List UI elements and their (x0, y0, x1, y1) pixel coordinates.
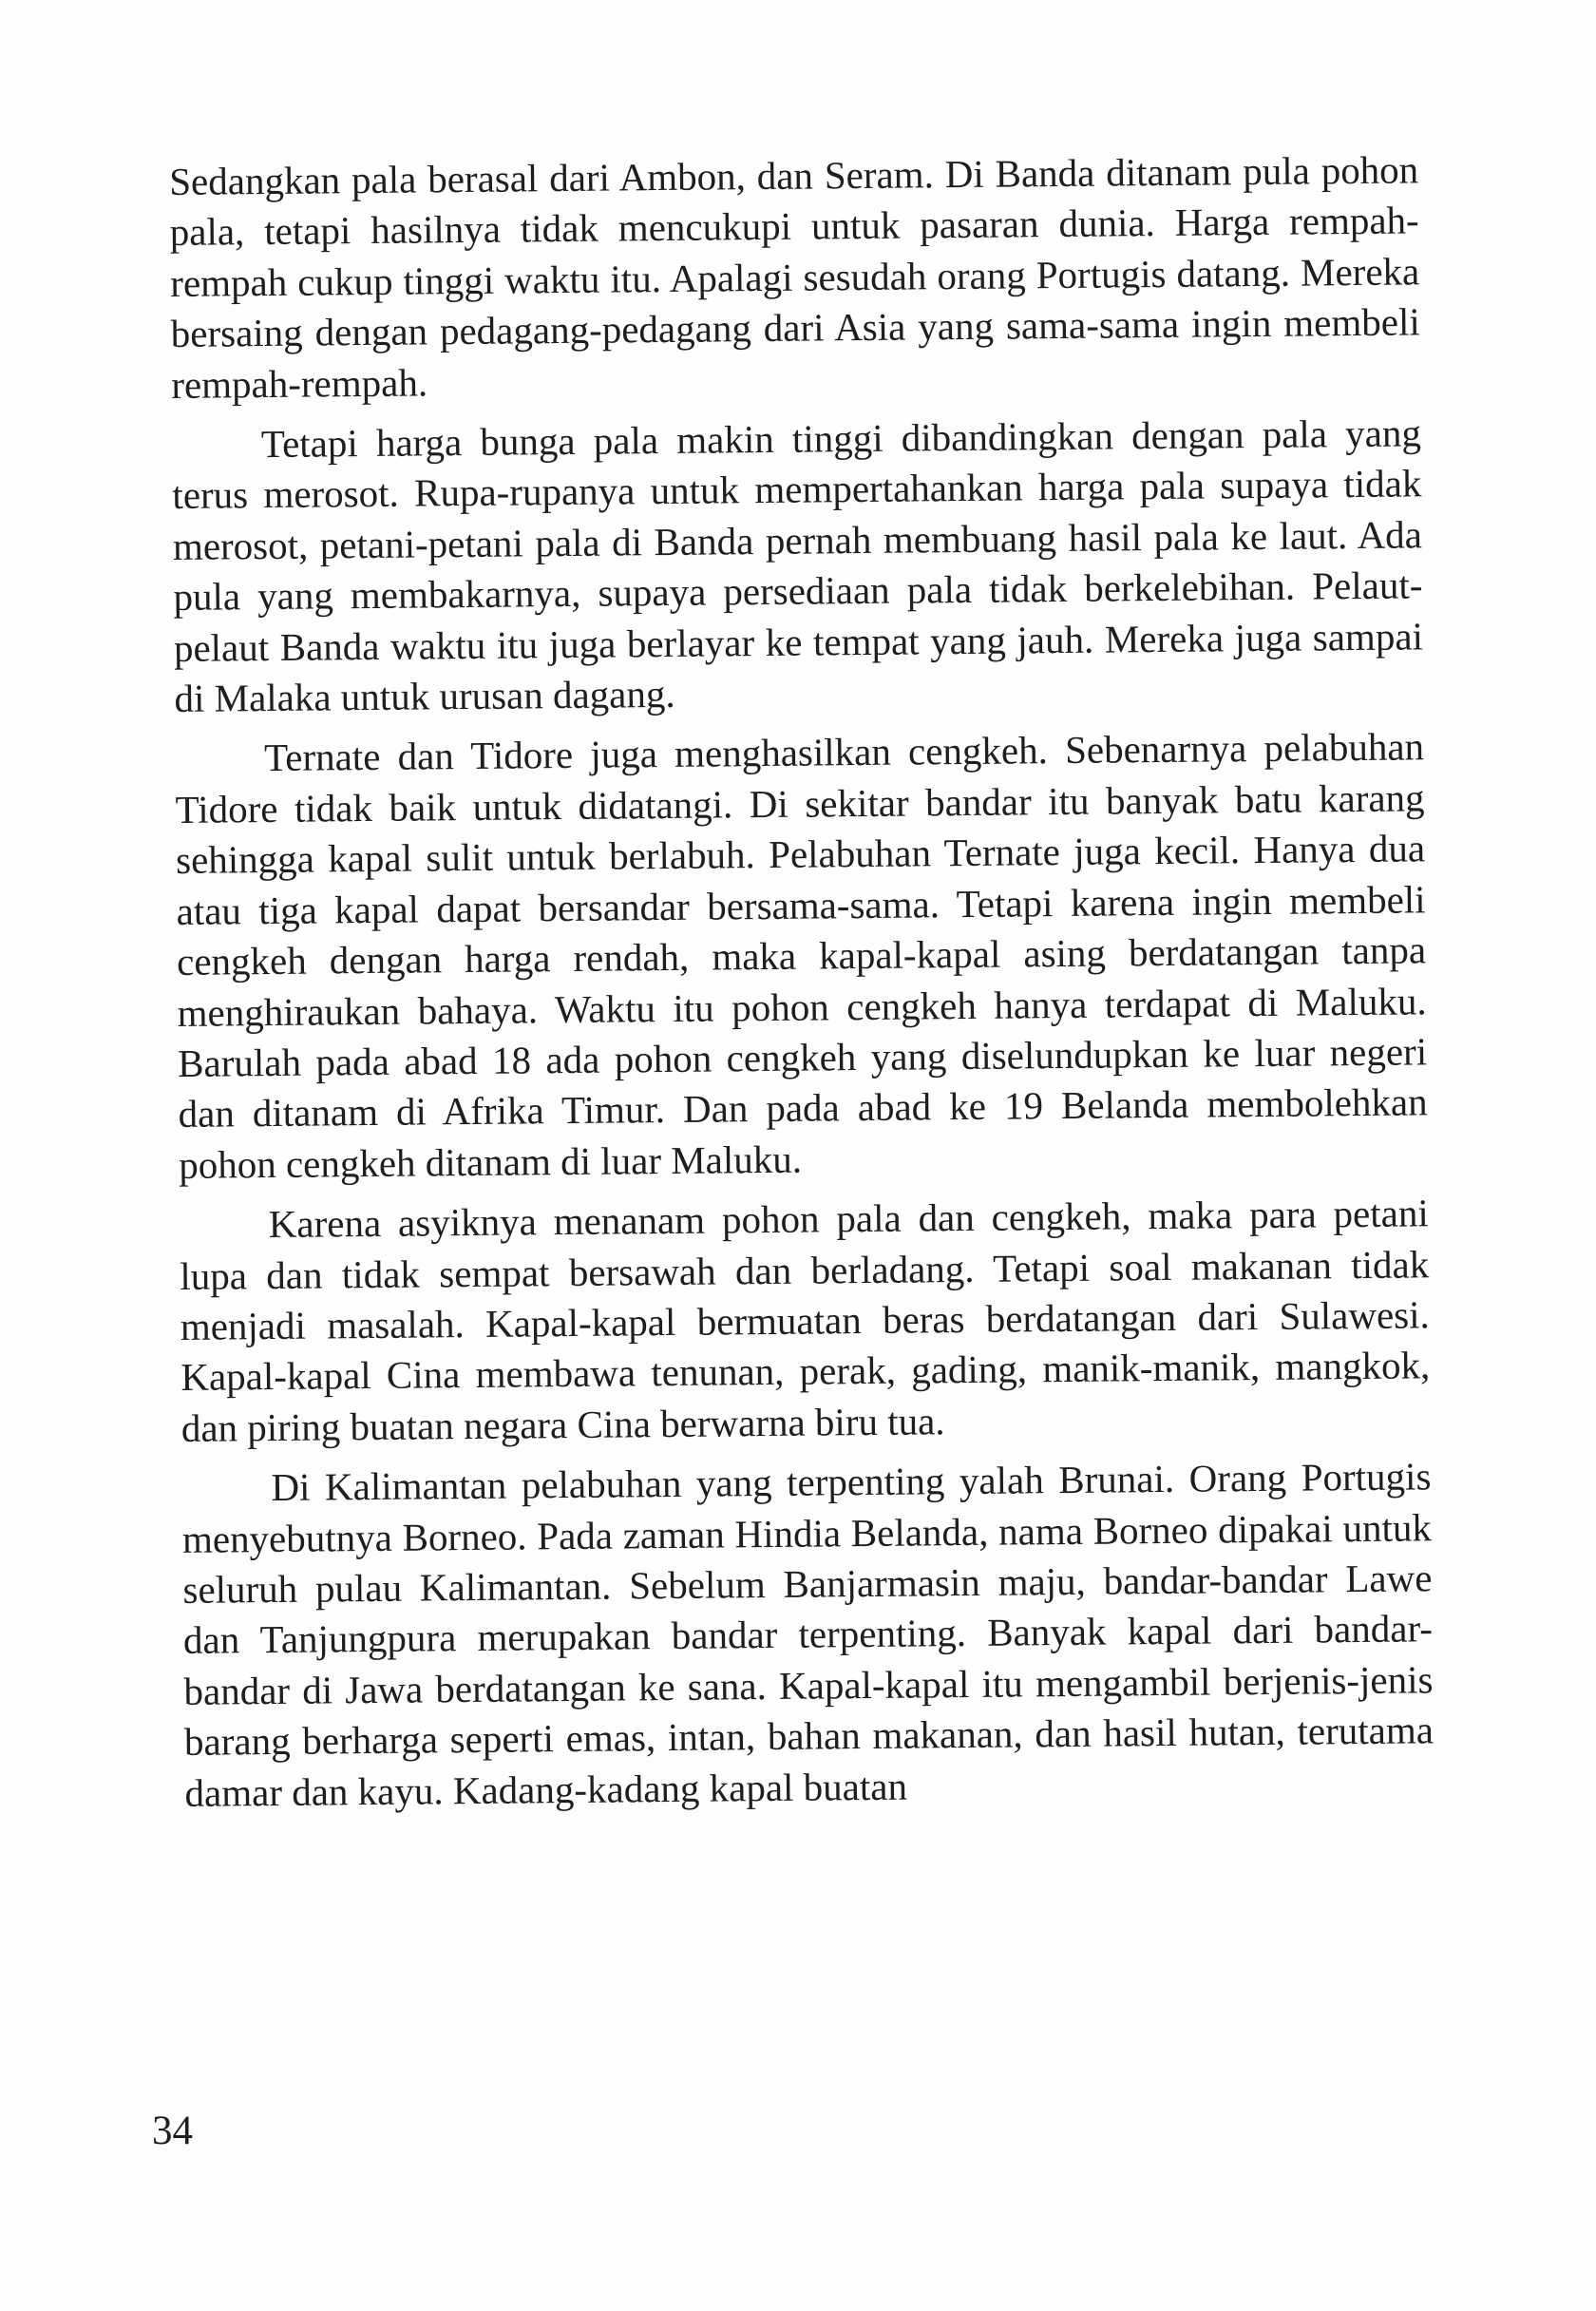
page-number: 34 (152, 2109, 193, 2153)
paragraph-5: Di Kalimantan pelabuhan yang terpenting yalah Brunai. Orang Portugis menyebutnya Borneo. Pada zaman Hindia Belanda, nama Borneo dipakai untuk seluruh pulau Kalimantan. Sebelum Banjarmasin maju, bandar-bandar Lawe dan Tanjungpura merupakan bandar terpenting. Banyak kapal dari bandar-bandar di Jawa berdatangan ke sana. Kapal-kapal itu mengambil berjenis-jenis barang berharga seperti emas, intan, bahan makanan, dan hasil hutan, terutama damar dan kayu. Kadang-kadang kapal buatan (181, 1454, 1434, 1815)
paragraph-2: Tetapi harga bunga pala makin tinggi dibandingkan dengan pala yang terus merosot. Rupa-rupanya untuk mempertahankan harga pala supaya tidak merosot, petani-petani pala di Banda pernah membuang hasil pala ke laut. Ada pula yang membakarnya, supaya persediaan pala tidak berkelebihan. Pelaut-pelaut Banda waktu itu juga berlayar ke tempat yang jauh. Mereka juga sampai di Malaka untuk urusan dagang. (172, 411, 1424, 721)
paragraph-1: Sedangkan pala berasal dari Ambon, dan Seram. Di Banda ditanam pula pohon pala, tetapi hasilnya tidak mencukupi untuk pasaran dunia. Harga rempah-rempah cukup tinggi waktu itu. Apalagi sesudah orang Portugis datang. Mereka bersaing dengan pedagang-pedagang dari Asia yang sama-sama ingin membeli rempah-rempah. (169, 147, 1420, 407)
paragraph-3: Ternate dan Tidore juga menghasilkan cengkeh. Sebenarnya pelabuhan Tidore tidak baik untuk didatangi. Di sekitar bandar itu banyak batu karang sehingga kapal sulit untuk berlabuh. Pelabuhan Ternate juga kecil. Hanya dua atau tiga kapal dapat bersandar bersama-sama. Tetapi karena ingin membeli cengkeh dengan harga rendah, maka kapal-kapal asing berdatangan tanpa menghiraukan bahaya. Waktu itu pohon cengkeh hanya terdapat di Maluku. Barulah pada abad 18 ada pohon cengkeh yang diselundupkan ke luar negeri dan ditanam di Afrika Timur. Dan pada abad ke 19 Belanda membolehkan pohon cengkeh ditanam di luar Maluku. (175, 724, 1428, 1187)
paragraph-4: Karena asyiknya menanam pohon pala dan cengkeh, maka para petani lupa dan tidak sempat bersawah dan berladang. Tetapi soal makanan tidak menjadi masalah. Kapal-kapal bermuatan beras berdatangan dari Sulawesi. Kapal-kapal Cina membawa tenunan, perak, gading, manik-manik, mangkok, dan piring buatan negara Cina berwarna biru tua. (180, 1191, 1431, 1450)
body-text (169, 144, 1434, 1819)
